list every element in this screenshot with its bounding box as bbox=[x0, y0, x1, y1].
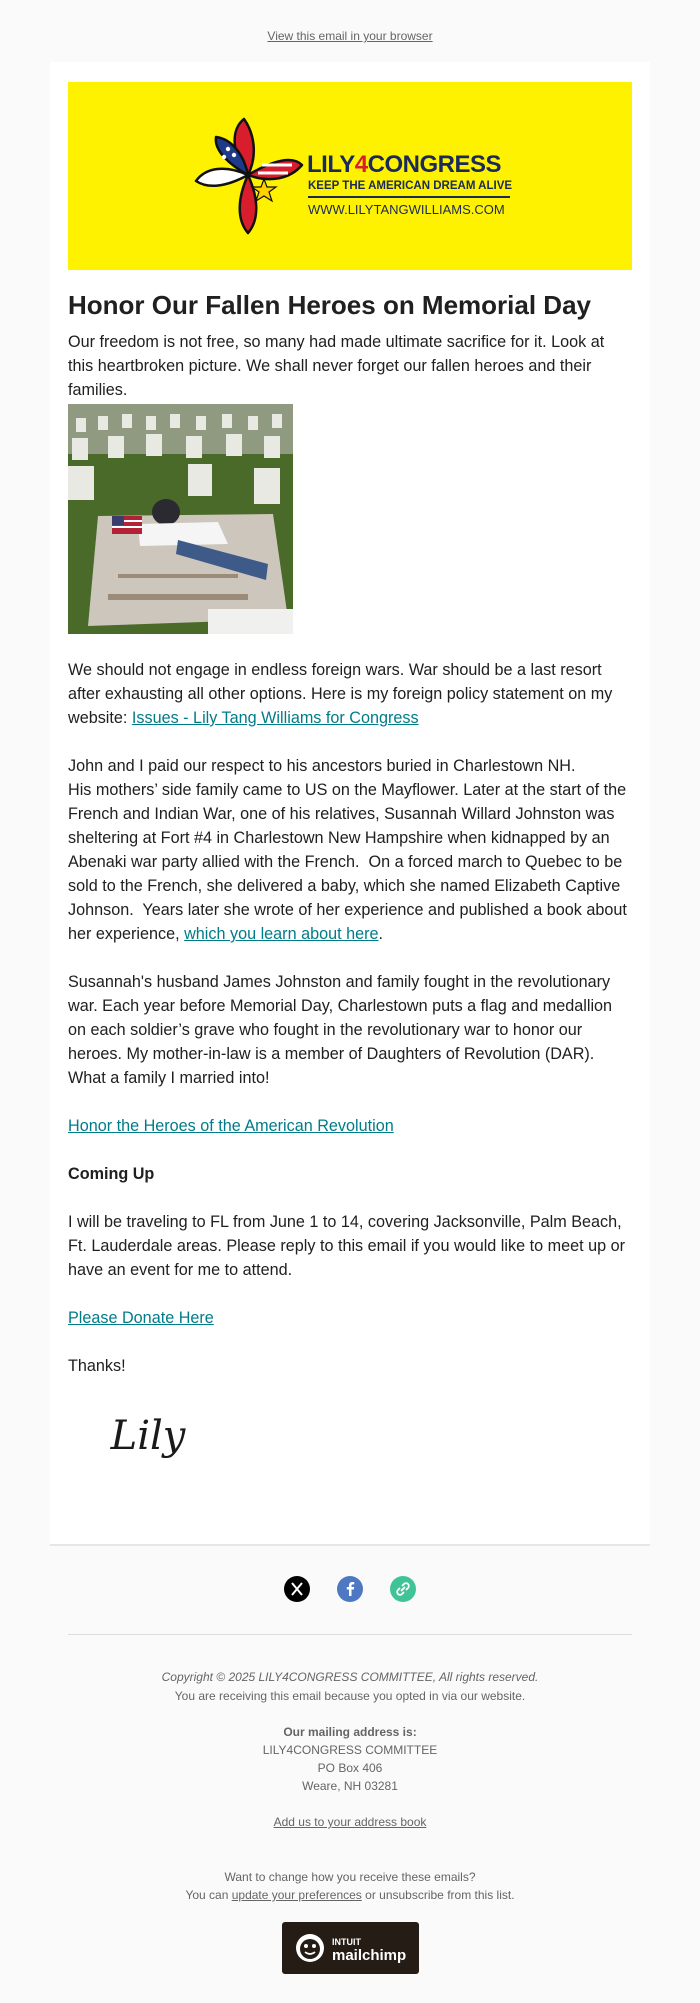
preferences-row bbox=[0, 1886, 700, 1904]
facebook-icon bbox=[337, 1576, 363, 1602]
update-preferences-link[interactable]: update your preferences bbox=[231, 1888, 362, 1902]
you-can-text: You can bbox=[185, 1888, 232, 1902]
coming-up-paragraph bbox=[68, 1210, 632, 1282]
intro-paragraph bbox=[68, 330, 632, 402]
badge-mailchimp: mailchimp bbox=[332, 1947, 407, 1964]
donate-paragraph bbox=[68, 1306, 632, 1330]
copyright-text: Copyright © 2025 LILY4CONGRESS COMMITTEE, All rights reserved. bbox=[161, 1670, 539, 1684]
website-social-link[interactable] bbox=[390, 1576, 416, 1602]
coming-up-heading: Coming Up bbox=[68, 1165, 155, 1183]
ancestors-first-line: John and I paid our respect to his ancestors buried in Charlestown NH. bbox=[68, 757, 576, 775]
mailchimp-badge[interactable] bbox=[282, 1922, 419, 1974]
address-book-row bbox=[0, 1813, 700, 1831]
coming-up-text: I will be traveling to FL from June 1 to 14, covering Jacksonville, Palm Beach, Ft. Lauderdale areas. Please reply to this email if you would like to meet up or have an event for me to attend. bbox=[68, 1213, 625, 1279]
foreign-policy-text: We should not engage in endless foreign wars. War should be a last resort after exhausting all other options. Here is my foreign policy statement on my website: bbox=[68, 661, 613, 727]
logo-website: WWW.LILYTANGWILLIAMS.COM bbox=[308, 202, 505, 217]
revolution-paragraph bbox=[68, 970, 632, 1090]
mailchimp-logo bbox=[282, 1922, 419, 1974]
signature bbox=[68, 1387, 228, 1497]
logo-wordmark-lily: LILY bbox=[307, 151, 355, 178]
foreign-policy-paragraph bbox=[68, 658, 632, 730]
logo-wordmark-congress: CONGRESS bbox=[367, 151, 502, 178]
intro-text: Our freedom is not free, so many had made ultimate sacrifice for it. Look at this heartbroken picture. We shall never forget our fallen heroes and their families. bbox=[68, 333, 605, 399]
signature-image bbox=[68, 1387, 228, 1497]
view-in-browser-link[interactable]: View this email in your browser bbox=[267, 29, 433, 43]
mailing-address-heading: Our mailing address is: bbox=[283, 1725, 417, 1739]
lily-flower-icon bbox=[192, 115, 304, 239]
mailing-city: Weare, NH 03281 bbox=[302, 1779, 398, 1793]
campaign-logo bbox=[192, 115, 522, 239]
facebook-social-link[interactable] bbox=[337, 1576, 363, 1602]
revolution-text: Susannah's husband James Johnston and family fought in the revolutionary war. Each year before Memorial Day, Charlestown puts a flag and medallion on each soldier’s grave who fought in the revolutionary war to honor our heroes. My mother-in-law is a member of Daughters of Revolution (DAR). What a family I married into! bbox=[68, 973, 613, 1087]
cemetery-image bbox=[68, 404, 293, 634]
add-to-address-book-link[interactable]: Add us to your address book bbox=[273, 1815, 427, 1829]
badge-intuit: INTUIT bbox=[332, 1937, 361, 1947]
memorial-photo bbox=[68, 404, 293, 634]
link-icon bbox=[390, 1576, 416, 1602]
thanks-text: Thanks! bbox=[68, 1357, 126, 1375]
footer-divider bbox=[68, 1634, 632, 1635]
opt-in-reason: You are receiving this email because you opted in via our website. bbox=[174, 1689, 526, 1703]
ancestors-paragraph bbox=[68, 754, 632, 946]
mailing-po-box: PO Box 406 bbox=[317, 1761, 383, 1775]
heroes-paragraph bbox=[68, 1114, 632, 1138]
content-divider bbox=[50, 1544, 650, 1546]
email-card bbox=[50, 62, 650, 1544]
logo-wordmark bbox=[307, 151, 501, 179]
logo-tagline: KEEP THE AMERICAN DREAM ALIVE bbox=[308, 180, 513, 192]
heroes-link[interactable]: Honor the Heroes of the American Revolution bbox=[68, 1117, 394, 1135]
signature-text: Lily bbox=[110, 1413, 186, 1459]
logo-wordmark-4: 4 bbox=[354, 151, 368, 178]
learn-more-link[interactable]: which you learn about here bbox=[184, 925, 379, 943]
article-title: Honor Our Fallen Heroes on Memorial Day bbox=[68, 290, 591, 320]
mailing-org: LILY4CONGRESS COMMITTEE bbox=[262, 1743, 438, 1757]
logo-divider bbox=[308, 196, 510, 198]
ancestors-period: . bbox=[378, 925, 383, 943]
x-social-link[interactable] bbox=[284, 1576, 310, 1602]
change-question: Want to change how you receive these emails? bbox=[224, 1870, 476, 1884]
unsubscribe-text: or unsubscribe from this list. bbox=[361, 1888, 515, 1902]
coming-up-heading-block bbox=[68, 1162, 632, 1186]
issues-link[interactable]: Issues - Lily Tang Williams for Congress bbox=[131, 709, 419, 727]
thanks-paragraph bbox=[68, 1354, 632, 1378]
x-icon bbox=[284, 1576, 310, 1602]
ancestors-text: His mothers’ side family came to US on the Mayflower. Later at the start of the French and Indian War, one of his relatives, Susannah Willard Johnston was sheltering at Fort #4 in Charlestown New Hampshire when kidnapped by an Abenaki war party allied with the French. On a forced march to Quebec to be sold to the French, she delivered a baby, which she named Elizabeth Captive Johnson. Years later she wrote of her experience and published a book about her experience, bbox=[68, 781, 627, 943]
preheader bbox=[0, 29, 700, 43]
donate-link[interactable]: Please Donate Here bbox=[68, 1309, 214, 1327]
header-banner bbox=[68, 82, 632, 270]
